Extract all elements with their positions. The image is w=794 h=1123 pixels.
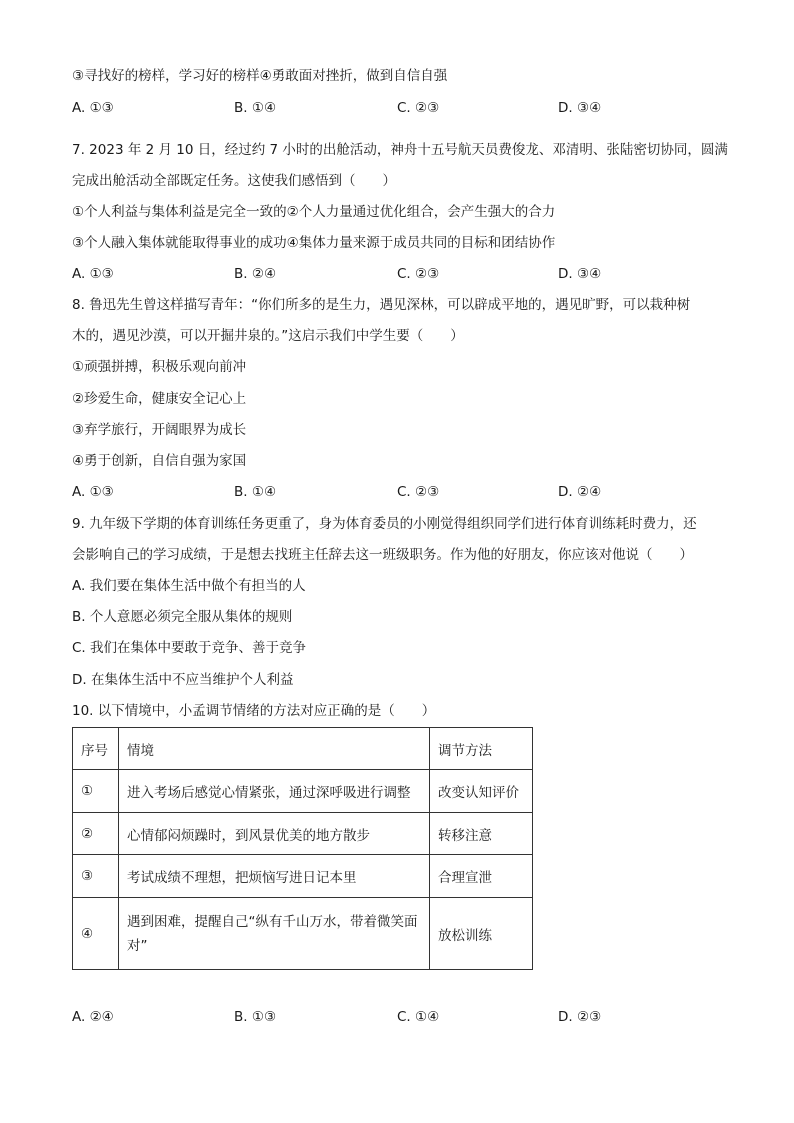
q7-statement-line2: ③个人融入集体就能取得事业的成功④集体力量来源于成员共同的目标和团结协作 <box>72 235 556 251</box>
row-num: ③ <box>73 855 119 898</box>
q10-option-c: C. ①④ <box>397 1009 440 1025</box>
header-situation: 情境 <box>119 728 430 770</box>
q9-option-d: D. 在集体生活中不应当维护个人利益 <box>72 672 294 688</box>
table-header-row <box>73 728 533 770</box>
q8-option-c: C. ②③ <box>397 484 440 500</box>
q9-option-c: C. 我们在集体中要敢于竞争、善于竞争 <box>72 640 307 656</box>
header-num: 序号 <box>73 728 119 770</box>
row-num: ① <box>73 770 119 813</box>
q10-option-d: D. ②③ <box>558 1009 602 1025</box>
q7-option-c: C. ②③ <box>397 266 440 282</box>
row-num: ② <box>73 813 119 855</box>
q9-option-a: A. 我们要在集体生活中做个有担当的人 <box>72 578 306 594</box>
q9-stem-line2: 会影响自己的学习成绩，于是想去找班主任辞去这一班级职务。作为他的好朋友，你应该对他说（ ） <box>72 547 693 563</box>
q7-option-b: B. ②④ <box>234 266 277 282</box>
q7-statement-line1: ①个人利益与集体利益是完全一致的②个人力量通过优化组合，会产生强大的合力 <box>72 204 556 220</box>
q8-statement-3: ③弃学旅行，开阔眼界为成长 <box>72 422 247 438</box>
row-situation: 遇到困难，提醒自己“纵有千山万水，带着微笑面对” <box>119 898 430 970</box>
q10-stem: 10. 以下情境中，小孟调节情绪的方法对应正确的是（ ） <box>72 703 436 719</box>
header-method: 调节方法 <box>430 728 533 770</box>
situation-table <box>72 727 533 970</box>
q8-statement-1: ①顽强拼搏，积极乐观向前冲 <box>72 359 247 375</box>
table-row <box>73 770 533 813</box>
row-situation: 进入考场后感觉心情紧张，通过深呼吸进行调整 <box>119 770 430 813</box>
q7-option-a: A. ①③ <box>72 266 114 282</box>
q8-option-b: B. ①④ <box>234 484 277 500</box>
q9-stem-line1: 9. 九年级下学期的体育训练任务更重了，身为体育委员的小刚觉得组织同学们进行体育训练耗时费力，还 <box>72 516 697 532</box>
row-method: 合理宣泄 <box>430 855 533 898</box>
table-row <box>73 898 533 970</box>
q7-stem-line2: 完成出舱活动全部既定任务。这使我们感悟到（ ） <box>72 173 396 189</box>
table-row <box>73 855 533 898</box>
q6-option-a: A. ①③ <box>72 100 114 116</box>
q8-option-d: D. ②④ <box>558 484 602 500</box>
q6-option-c: C. ②③ <box>397 100 440 116</box>
q10-option-b: B. ①③ <box>234 1009 277 1025</box>
row-method: 放松训练 <box>430 898 533 970</box>
table-row <box>73 813 533 855</box>
q8-stem-line1: 8. 鲁迅先生曾这样描写青年：“你们所多的是生力，遇见深林，可以辟成平地的，遇见旷野，可以栽种树 <box>72 297 691 313</box>
q8-stem-line2: 木的，遇见沙漠，可以开掘井泉的。”这启示我们中学生要（ ） <box>72 328 464 344</box>
q9-option-b: B. 个人意愿必须完全服从集体的规则 <box>72 609 293 625</box>
q7-stem-line1: 7. 2023 年 2 月 10 日，经过约 7 小时的出舱活动，神舟十五号航天员费俊龙、邓清明、张陆密切协同，圆满 <box>72 142 728 158</box>
row-situation: 考试成绩不理想，把烦恼写进日记本里 <box>119 855 430 898</box>
q6-option-b: B. ①④ <box>234 100 277 116</box>
row-situation: 心情郁闷烦躁时，到风景优美的地方散步 <box>119 813 430 855</box>
q6-statement-line: ③寻找好的榜样，学习好的榜样④勇敢面对挫折，做到自信自强 <box>72 68 448 84</box>
q10-option-a: A. ②④ <box>72 1009 114 1025</box>
q8-statement-2: ②珍爱生命，健康安全记心上 <box>72 391 247 407</box>
q8-option-a: A. ①③ <box>72 484 114 500</box>
q7-option-d: D. ③④ <box>558 266 602 282</box>
row-method: 转移注意 <box>430 813 533 855</box>
row-num: ④ <box>73 898 119 970</box>
q6-option-d: D. ③④ <box>558 100 602 116</box>
q8-statement-4: ④勇于创新，自信自强为家国 <box>72 453 247 469</box>
row-method: 改变认知评价 <box>430 770 533 813</box>
